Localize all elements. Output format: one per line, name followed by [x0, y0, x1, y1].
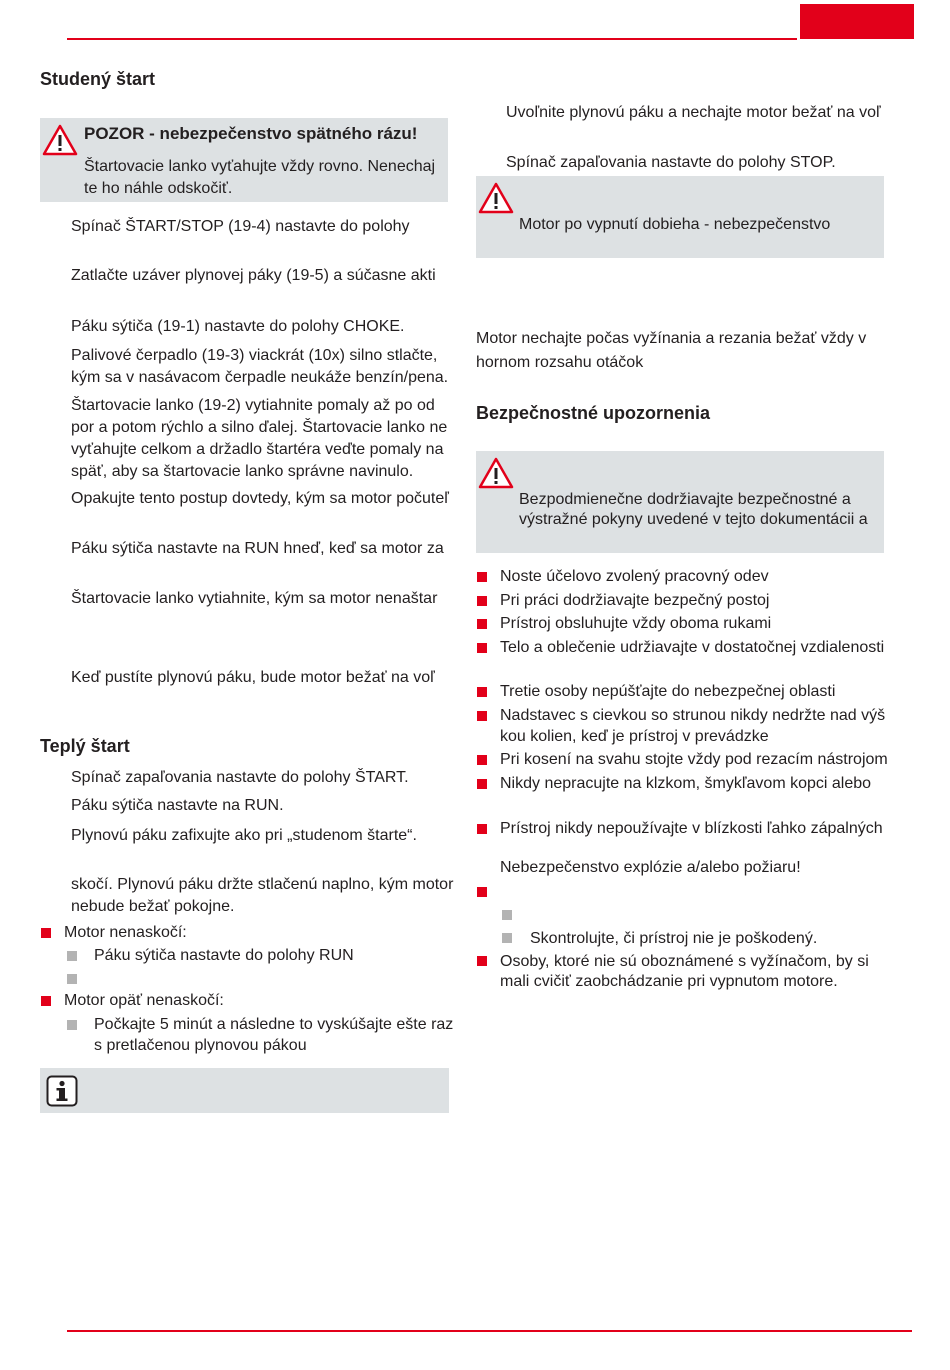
- warning-triangle-icon: [478, 457, 514, 489]
- step-repeat: Opakujte tento postup dovtedy, kým sa motor počuteľ: [71, 490, 449, 507]
- stop-step: Spínač zapaľovania nastavte do polohy STOP.: [506, 154, 836, 171]
- bullet-square: [477, 687, 487, 697]
- bullet-square: [41, 996, 51, 1006]
- run-note: Motor nechajte počas vyžínania a rezania bežať vždy v: [476, 330, 867, 347]
- stop-step: Uvoľnite plynovú páku a nechajte motor bežať na voľ: [506, 104, 881, 121]
- safety-warning-box: [476, 451, 884, 553]
- step-pull-until-start: Štartovacie lanko vytiahnite, kým sa motor nenaštar: [71, 590, 438, 607]
- safety-item: Prístroj nikdy nepoužívajte v blízkosti ľahko zápalných: [500, 820, 883, 837]
- troubleshoot-item: Motor opäť nenaskočí:: [64, 992, 224, 1009]
- bullet-square: [477, 887, 487, 897]
- step-primer: Palivové čerpadlo (19-3) viackrát (10x) silno stlačte,: [71, 347, 438, 364]
- safety-item: Nadstavec s cievkou so strunou nikdy nedržte nad výš: [500, 707, 886, 724]
- step-idle: Keď pustíte plynovú páku, bude motor bežať na voľ: [71, 669, 435, 686]
- troubleshoot-subitem: Počkajte 5 minút a následne to vyskúšajte ešte raz: [94, 1016, 454, 1033]
- bullet-square: [41, 928, 51, 938]
- warning-title: POZOR - nebezpečenstvo spätného rázu!: [84, 124, 418, 143]
- footer-rule: [67, 1330, 912, 1332]
- step-choke: Páku sýtiča (19-1) nastavte do polohy CHOKE.: [71, 318, 405, 335]
- header-tab: [800, 4, 914, 39]
- bullet-square: [477, 956, 487, 966]
- step-pull-cord: por a potom rýchlo a silno ďalej. Štartovacie lanko ne: [71, 419, 448, 436]
- info-box: [40, 1068, 449, 1113]
- warm-step-continued: skočí. Plynovú páku držte stlačenú naplno, kým motor: [71, 876, 454, 893]
- run-note: hornom rozsahu otáčok: [476, 354, 644, 371]
- bullet-square: [477, 596, 487, 606]
- warm-step-continued: nebude bežať pokojne.: [71, 898, 235, 915]
- step-pull-cord: späť, aby sa štartovacie lanko správne navinulo.: [71, 463, 414, 480]
- safety-item: Pri kosení na svahu stojte vždy pod rezacím nástrojom: [500, 751, 888, 768]
- safety-item: Pri práci dodržiavajte bezpečný postoj: [500, 592, 770, 609]
- sub-bullet-square: [502, 910, 512, 920]
- safety-heading: Bezpečnostné upozornenia: [476, 403, 711, 423]
- troubleshoot-subitem: s pretlačenou plynovou pákou: [94, 1037, 307, 1054]
- warning-triangle-icon: [478, 182, 514, 214]
- step-primer: kým sa v nasávacom čerpadle neukáže benzín/pena.: [71, 369, 449, 386]
- step-choke-run: Páku sýtiča nastavte na RUN hneď, keď sa motor za: [71, 540, 444, 557]
- troubleshoot-subitem: Páku sýtiča nastavte do polohy RUN: [94, 947, 354, 964]
- kickback-warning-box: [40, 118, 448, 202]
- warm-step: Spínač zapaľovania nastavte do polohy ŠTART.: [71, 769, 409, 786]
- info-icon: [46, 1075, 78, 1107]
- warm-step: Plynovú páku zafixujte ako pri „studenom štarte“.: [71, 827, 417, 844]
- step-pull-cord: Štartovacie lanko (19-2) vytiahnite pomaly až po od: [71, 397, 435, 414]
- warning-text: Štartovacie lanko vyťahujte vždy rovno. Nenechaj: [84, 158, 436, 175]
- safety-item: Tretie osoby nepúšťajte do nebezpečnej oblasti: [500, 683, 836, 700]
- sub-bullet-square: [502, 933, 512, 943]
- safety-item: Nikdy nepracujte na klzkom, šmykľavom kopci alebo: [500, 775, 872, 792]
- safety-item: Noste účelovo zvolený pracovný odev: [500, 568, 769, 585]
- warning-text: Bezpodmienečne dodržiavajte bezpečnostné a: [519, 491, 851, 508]
- safety-item: Nebezpečenstvo explózie a/alebo požiaru!: [500, 859, 801, 876]
- sub-bullet-square: [67, 951, 77, 961]
- step-throttle-lock: Zatlačte uzáver plynovej páky (19-5) a súčasne akti: [71, 267, 436, 284]
- sub-bullet-square: [67, 974, 77, 984]
- warning-text: Motor po vypnutí dobieha - nebezpečenstvo: [519, 216, 831, 233]
- cold-start-heading: Studený štart: [40, 69, 156, 89]
- safety-item: Osoby, ktoré nie sú oboznámené s vyžínačom, by si: [500, 953, 869, 970]
- bullet-square: [477, 755, 487, 765]
- safety-item: mali cvičiť zaobchádzanie pri vypnutom motore.: [500, 973, 838, 990]
- bullet-square: [477, 643, 487, 653]
- safety-item: Telo a oblečenie udržiavajte v dostatočnej vzdialenosti: [500, 639, 885, 656]
- header-rule: [67, 38, 797, 40]
- step-pull-cord: vyťahujte celkom a držadlo štartéra veďte pomaly na: [71, 441, 444, 458]
- bullet-square: [477, 824, 487, 834]
- warm-step: Páku sýtiča nastavte na RUN.: [71, 797, 284, 814]
- afterrun-warning-box: [476, 176, 884, 258]
- troubleshoot-item: Motor nenaskočí:: [64, 924, 187, 941]
- bullet-square: [477, 619, 487, 629]
- warning-text: te ho náhle odskočiť.: [84, 180, 233, 197]
- safety-item: Prístroj obsluhujte vždy oboma rukami: [500, 615, 772, 632]
- warning-text: výstražné pokyny uvedené v tejto dokumentácii a: [519, 511, 868, 528]
- bullet-square: [477, 572, 487, 582]
- sub-bullet-square: [67, 1020, 77, 1030]
- bullet-square: [477, 711, 487, 721]
- bullet-square: [477, 779, 487, 789]
- safety-item: kou kolien, keď je prístroj v prevádzke: [500, 728, 769, 745]
- step-start-stop: Spínač ŠTART/STOP (19-4) nastavte do polohy: [71, 218, 410, 235]
- safety-subitem: Skontrolujte, či prístroj nie je poškodený.: [530, 930, 818, 947]
- warning-triangle-icon: [42, 124, 78, 156]
- warm-start-heading: Teplý štart: [40, 736, 130, 756]
